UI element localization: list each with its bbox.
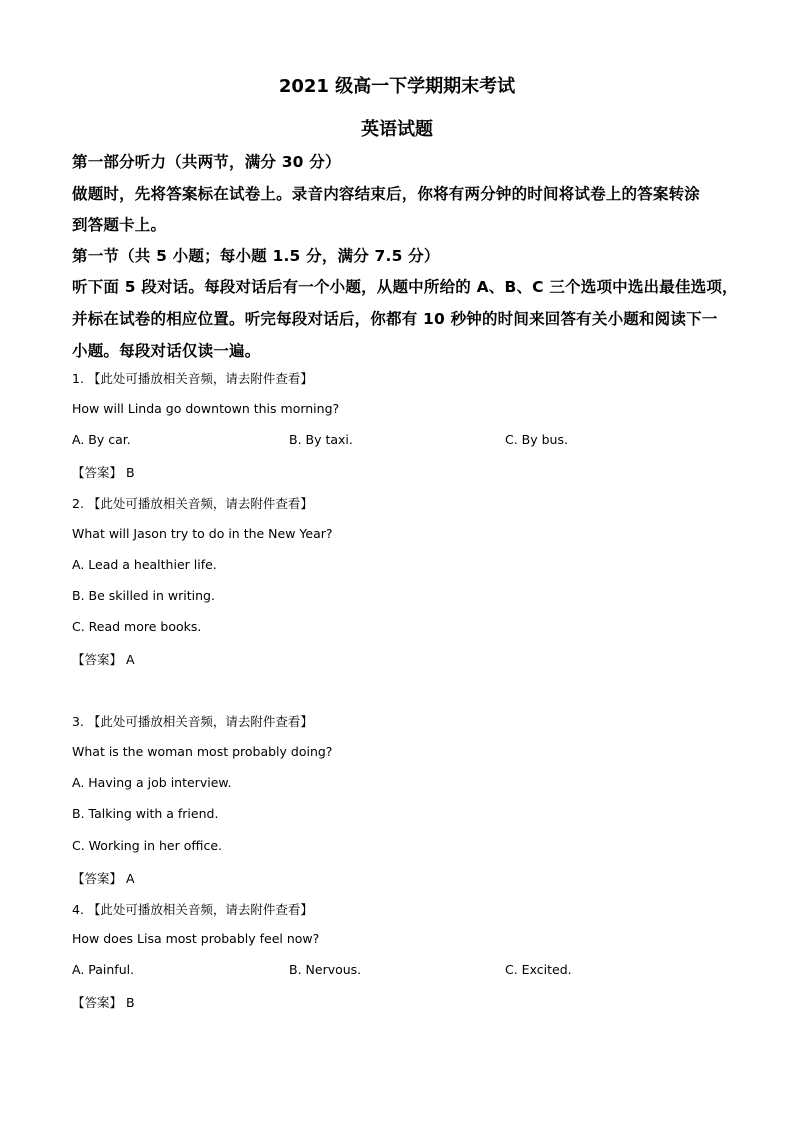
- question-1-stem: How will Linda go downtown this morning?: [72, 401, 340, 416]
- question-3-answer: [72, 869, 135, 887]
- question-1-option-b: B. By taxi.: [289, 432, 353, 447]
- question-2-option-c: C. Read more books.: [72, 619, 202, 634]
- question-number: 1.: [72, 371, 84, 386]
- question-2-header: [72, 494, 313, 512]
- question-2-option-a: A. Lead a healthier life.: [72, 557, 217, 572]
- question-number: 2.: [72, 496, 84, 511]
- part1-heading: 第一部分听力（共两节，满分 30 分）: [72, 153, 341, 171]
- audio-note[interactable]: 【此处可播放相关音频，请去附件查看】: [87, 714, 313, 729]
- question-3-option-c: C. Working in her office.: [72, 838, 222, 853]
- question-3-stem: What is the woman most probably doing?: [72, 744, 333, 759]
- question-2-answer: [72, 650, 135, 668]
- instructions-line-1: 做题时，先将答案标在试卷上。录音内容结束后，你将有两分钟的时间将试卷上的答案转涂: [72, 185, 701, 203]
- question-2-option-b: B. Be skilled in writing.: [72, 588, 215, 603]
- answer-value: B: [126, 465, 135, 480]
- question-3-option-a: A. Having a job interview.: [72, 775, 232, 790]
- instructions-line-2: 到答题卡上。: [72, 216, 167, 234]
- question-1-header: [72, 369, 313, 387]
- answer-value: A: [126, 652, 135, 667]
- question-4-stem: How does Lisa most probably feel now?: [72, 931, 320, 946]
- question-4-header: [72, 900, 313, 918]
- section1-line-1: 听下面 5 段对话。每段对话后有一个小题，从题中所给的 A、B、C 三个选项中选出最佳选项，: [72, 278, 738, 296]
- section1-heading: 第一节（共 5 小题；每小题 1.5 分，满分 7.5 分）: [72, 247, 440, 265]
- answer-tag: 【答案】: [72, 871, 123, 886]
- question-number: 4.: [72, 902, 84, 917]
- question-1-option-c: C. By bus.: [505, 432, 568, 447]
- question-4-option-c: C. Excited.: [505, 962, 572, 977]
- audio-note[interactable]: 【此处可播放相关音频，请去附件查看】: [87, 496, 313, 511]
- question-4-option-a: A. Painful.: [72, 962, 135, 977]
- question-4-answer: [72, 993, 135, 1011]
- question-number: 3.: [72, 714, 84, 729]
- section1-line-3: 小题。每段对话仅读一遍。: [72, 342, 261, 360]
- answer-value: B: [126, 995, 135, 1010]
- question-3-header: [72, 712, 313, 730]
- page-title: 2021 级高一下学期期末考试: [278, 76, 516, 97]
- question-4-option-b: B. Nervous.: [289, 962, 362, 977]
- answer-tag: 【答案】: [72, 995, 123, 1010]
- question-1-option-a: A. By car.: [72, 432, 131, 447]
- question-2-stem: What will Jason try to do in the New Year?: [72, 526, 333, 541]
- answer-tag: 【答案】: [72, 652, 123, 667]
- audio-note[interactable]: 【此处可播放相关音频，请去附件查看】: [87, 902, 313, 917]
- audio-note[interactable]: 【此处可播放相关音频，请去附件查看】: [87, 371, 313, 386]
- answer-tag: 【答案】: [72, 465, 123, 480]
- question-3-option-b: B. Talking with a friend.: [72, 806, 219, 821]
- section1-line-2: 并标在试卷的相应位置。听完每段对话后，你都有 10 秒钟的时间来回答有关小题和阅读下一: [72, 310, 718, 328]
- answer-value: A: [126, 871, 135, 886]
- page-subtitle: 英语试题: [361, 119, 433, 140]
- question-1-answer: [72, 463, 135, 481]
